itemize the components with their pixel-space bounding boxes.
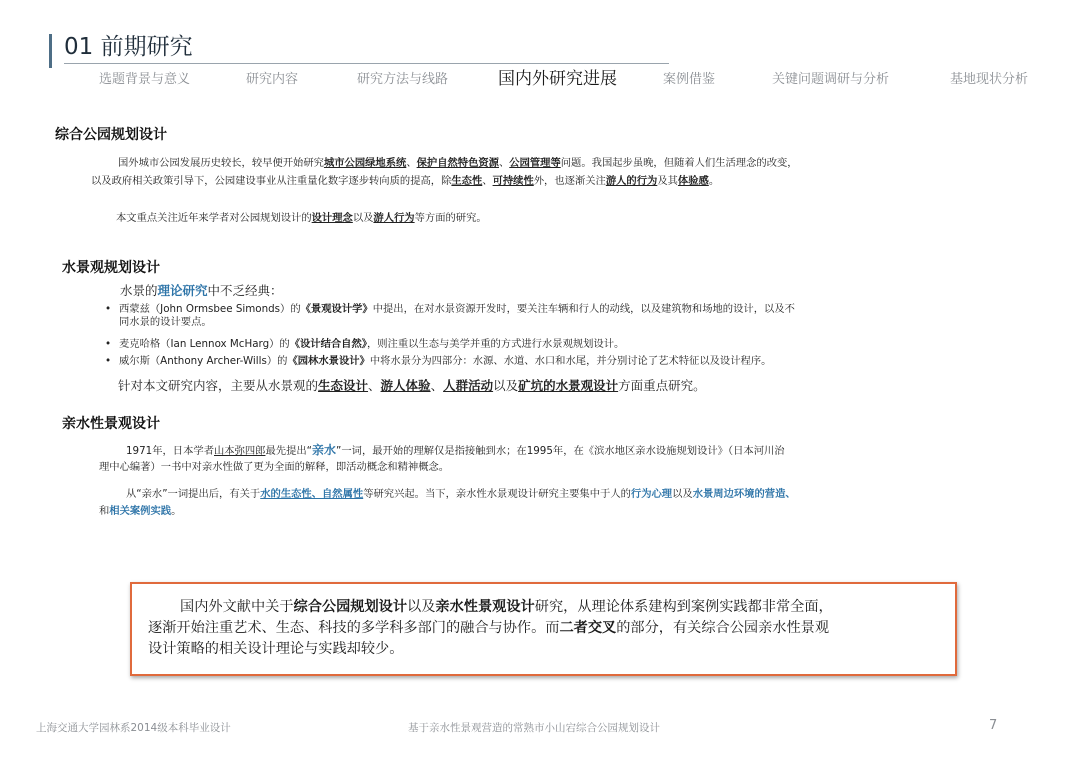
- nav-item-background[interactable]: 选题背景与意义: [99, 72, 191, 87]
- section-nav: [0, 70, 1080, 90]
- waterfront-research-line-1: 从“亲水”一词提出后，有关于水的生态性、自然属性等研究兴起。当下，亲水性水景观设计研究主要集中于人的行为心理以及水景周边环境的营造、: [126, 488, 796, 500]
- waterfront-research-line-2: 和相关案例实践。: [99, 505, 182, 517]
- nav-item-site-analysis[interactable]: 基地现状分析: [950, 72, 1029, 87]
- waterfront-paragraph-line-2: 理中心编著）一书中对亲水性做了更为全面的解释，即活动概念和精神概念。: [99, 461, 450, 473]
- waterscape-intro: 水景的理论研究中不乏经典：: [120, 283, 283, 298]
- park-planning-paragraph-line-2: 以及政府相关政策引导下，公园建设事业从注重量化数字逐步转向质的提高，除生态性、可持续性外，也逐渐关注游人的行为及其体验感。: [91, 175, 720, 187]
- nav-item-cases[interactable]: 案例借鉴: [663, 72, 716, 87]
- nav-item-content[interactable]: 研究内容: [246, 72, 299, 87]
- nav-item-research-progress[interactable]: 国内外研究进展: [498, 69, 617, 89]
- conclusion-callout: [130, 582, 957, 676]
- page-number: 7: [989, 718, 998, 733]
- waterscape-summary: 针对本文研究内容，主要从水景观的生态设计、游人体验、人群活动以及矿坑的水景观设计方面重点研究。: [118, 378, 706, 393]
- bullet-simonds: • 西蒙兹（John Ormsbee Simonds）的《景观设计学》中提出，在对水景资源开发时，要关注车辆和行人的动线，以及建筑物和场地的设计，以及不 同水景的设计要点。: [105, 303, 795, 328]
- section-heading-park-planning: 综合公园规划设计: [55, 127, 167, 143]
- footer-project-title: 基于亲水性景观营造的常熟市小山宕综合公园规划设计: [408, 722, 660, 734]
- park-planning-focus-paragraph: 本文重点关注近年来学者对公园规划设计的设计理念以及游人行为等方面的研究。: [116, 212, 487, 224]
- waterfront-paragraph-line-1: 1971年，日本学者山本弥四郎最先提出“亲水”一词，最开始的理解仅是指接触到水；在1995年，在《滨水地区亲水设施规划设计》（日本河川治: [126, 443, 785, 457]
- page-title: 01 前期研究: [64, 34, 193, 60]
- nav-item-key-issues[interactable]: 关键问题调研与分析: [772, 72, 890, 87]
- nav-item-methods[interactable]: 研究方法与线路: [357, 72, 449, 87]
- bullet-dot: •: [105, 338, 112, 350]
- bullet-dot: •: [105, 355, 112, 367]
- title-underline: [64, 63, 669, 64]
- park-planning-paragraph-line-1: 国外城市公园发展历史较长，较早便开始研究城市公园绿地系统、保护自然特色资源、公园管理等问题。我国起步虽晚，但随着人们生活理念的改变，: [118, 157, 798, 169]
- title-accent-bar: [49, 34, 52, 68]
- bullet-mcharg: • 麦克哈格（Ian Lennox McHarg）的《设计结合自然》，则注重以生态与美学并重的方式进行水景观规划设计。: [105, 338, 625, 350]
- bullet-dot: •: [105, 303, 112, 315]
- section-heading-waterfront: 亲水性景观设计: [62, 416, 160, 432]
- bullet-archer-wills: • 威尔斯（Anthony Archer-Wills）的《园林水景设计》中将水景分为四部分：水源、水道、水口和水尾，并分别讨论了艺术特征以及设计程序。: [105, 355, 772, 367]
- conclusion-text: 国内外文献中关于综合公园规划设计以及亲水性景观设计研究，从理论体系建构到案例实践都非常全面， 逐渐开始注重艺术、生态、科技的多学科多部门的融合与协作。而二者交叉的部分，有关综合公园亲水性景观 设计策略的相关设计理论与实践却较少。: [148, 599, 833, 657]
- section-heading-waterscape: 水景观规划设计: [62, 260, 160, 276]
- footer-school: 上海交通大学园林系2014级本科毕业设计: [36, 722, 231, 734]
